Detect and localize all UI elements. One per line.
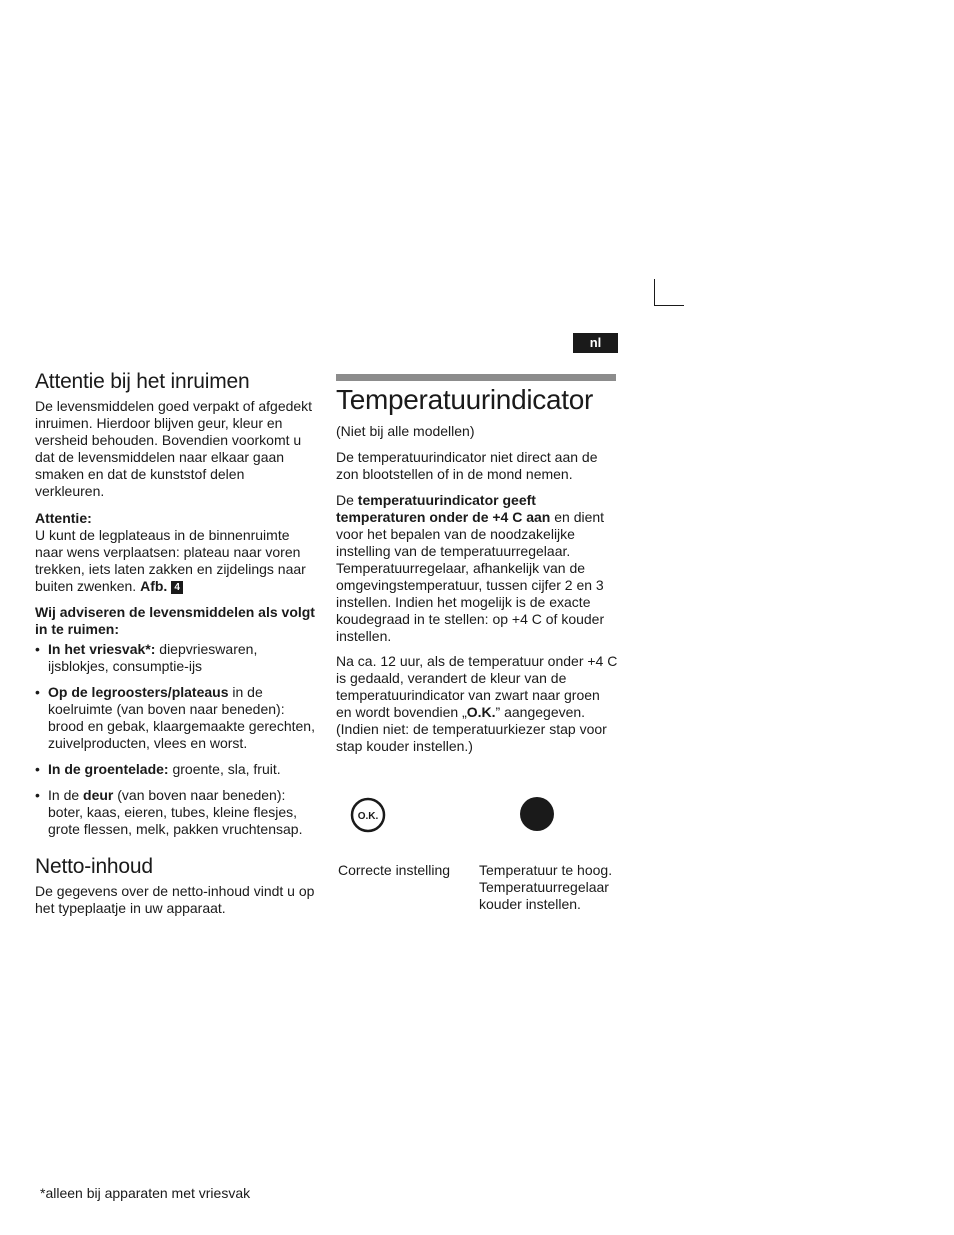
netto-inhoud-paragraph: De gegevens over de netto-inhoud vindt u op het typeplaatje in uw apparaat.: [35, 883, 315, 916]
list-item: • Op de legroosters/plateaus in de koelruimte (van boven naar beneden): brood en gebak, klaargemaakte gerechten, zuivelproducten, vlees en worst.: [35, 684, 315, 752]
language-badge: nl: [573, 333, 618, 353]
paragraph-indicator: De temperatuurindicator geeft temperaturen onder de +4 C aan en dient voor het bepalen van de noodzakelijke instelling van de temperatuurregelaar. Temperatuurregelaar, afhankelijk van de omgevingstemperatuur, tussen cijfer 2 en 3 instellen. Indien het mogelijk is de exacte koudegraad in te stellen: op +4 C of kouder instellen.: [336, 492, 605, 644]
ok-indicator-icon: [350, 797, 386, 833]
section-title-inruimen: Attentie bij het inruimen: [35, 370, 250, 393]
attention-paragraph: [35, 527, 315, 595]
caption-too-warm: Temperatuur te hoog. Temperatuurregelaar kouder instellen.: [479, 862, 613, 912]
section-title-netto-inhoud: Netto-inhoud: [35, 855, 153, 878]
storage-list: [35, 641, 315, 838]
list-item: • In de deur (van boven naar beneden): boter, kaas, eieren, tubes, kleine flesjes, grote flessen, melk, pakken vruchtensap.: [35, 787, 315, 838]
list-item: • In het vriesvak*: diepvrieswaren, ijsblokjes, consumptie-ijs: [35, 641, 315, 675]
page-title: Temperatuurindicator: [336, 384, 594, 415]
left-column: [35, 369, 315, 931]
paragraph-sun: De temperatuurindicator niet direct aan de zon blootstellen of in de mond nemen.: [336, 449, 598, 482]
caption-correct-setting: Correcte instelling: [338, 862, 451, 878]
list-item: • In de groentelade: groente, sla, fruit.: [35, 761, 315, 778]
paragraph-ok: Na ca. 12 uur, als de temperatuur onder +4 C is gedaald, verandert de kleur van de temperatuurindicator van zwart naar groen en wordt bovendien „O.K.” aangegeven. (Indien niet: de temperatuurkiezer stap voor stap kouder instellen.): [336, 653, 618, 754]
corner-mark-vertical: [654, 279, 655, 306]
svg-text:O.K.: O.K.: [357, 811, 379, 822]
black-indicator-icon: [520, 797, 554, 831]
advice-label: Wij adviseren de levensmiddelen als volgt in te ruimen:: [35, 604, 315, 637]
right-column: [336, 383, 618, 755]
subtitle: (Niet bij alle modellen): [336, 423, 475, 439]
intro-paragraph: De levensmiddelen goed verpakt of afgedekt inruimen. Hierdoor blijven geur, kleur en versheid behouden. Bovendien voorkomt u dat de levensmiddelen naar elkaar gaan smaken en dat de kunststof delen verkleuren.: [35, 398, 313, 499]
figure-number-icon: 4: [171, 581, 183, 594]
figure-reference: Afb.: [140, 578, 168, 594]
attention-text: U kunt de legplateaus in de binnenruimte naar wens verplaatsen: plateau naar voren trekken, iets laten zakken en zijdelings naar buiten zwenken.: [35, 527, 306, 594]
footnote: *alleen bij apparaten met vriesvak: [40, 1185, 251, 1201]
corner-mark-horizontal: [654, 305, 684, 306]
section-rule: [336, 374, 616, 381]
attention-label: Attentie:: [35, 510, 92, 526]
